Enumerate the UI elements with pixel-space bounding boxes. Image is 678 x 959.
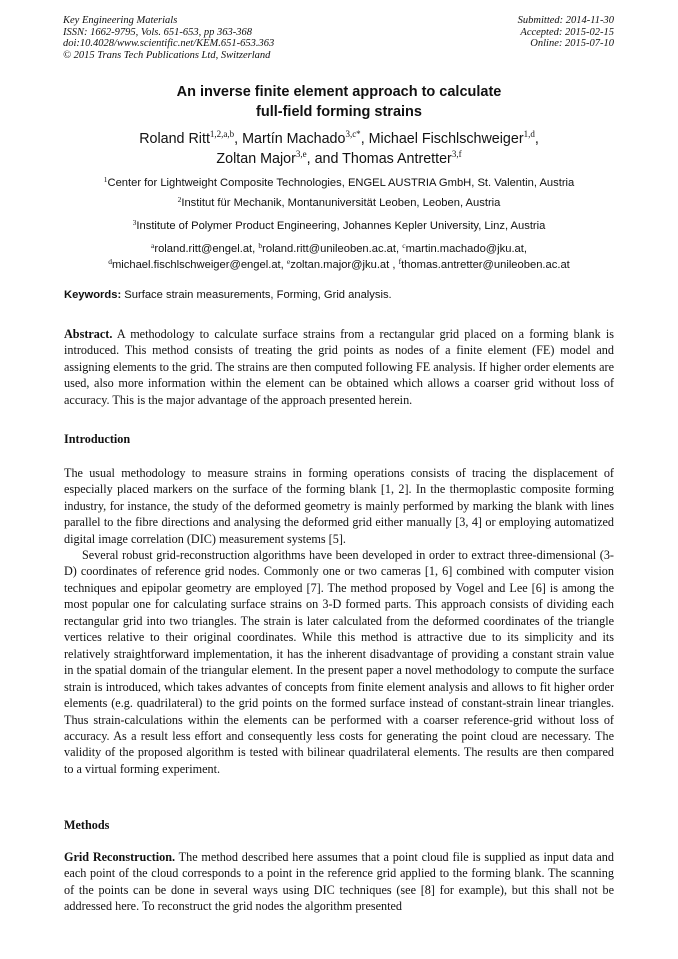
affiliation-1 xyxy=(60,176,618,190)
paragraph-text xyxy=(64,849,614,915)
email-mark: a xyxy=(151,241,155,250)
affiliation-text: Institut für Mechanik, Montanuniversität Leoben, Leoben, Austria xyxy=(181,197,501,209)
author-name: Roland Ritt xyxy=(139,131,210,147)
journal-copyright: © 2015 Trans Tech Publications Ltd, Switzerland xyxy=(63,49,271,61)
methods-paragraph-1 xyxy=(64,849,614,915)
keywords-text: Surface strain measurements, Forming, Grid analysis. xyxy=(121,289,392,301)
author-emails xyxy=(60,242,618,273)
author-name: Thomas Antretter xyxy=(342,151,452,167)
subsection-runin-heading: Grid Reconstruction. xyxy=(64,850,176,864)
section-heading-methods: Methods xyxy=(64,818,110,832)
section-heading-introduction: Introduction xyxy=(64,432,131,446)
author-line-1 xyxy=(60,129,618,149)
email-mark: f xyxy=(398,256,402,266)
author-line-2 xyxy=(60,149,618,169)
email-line-1 xyxy=(60,242,618,258)
author-affiliation-mark: 3,e xyxy=(295,149,307,159)
paragraph-text: The usual methodology to measure strains in forming operations consists of tracing the displacement of especially placed markers on the surface of the forming blank [1, 2]. In the thermoplastic composite forming industry, for instance, the study of the deformed geometry is mainly performed by marking the blank with lines parallel to the fibre directions and analysing the deformed grid either manually [3, 4] or employing automatized digital image correlation (DIC) measurement systems [5]. xyxy=(64,466,614,546)
methods-text: The method described here assumes that a point cloud file is supplied as input data and each point of the cloud corresponds to a point in the reference grid applied to the forming blank. The scanning of the points can be done in several ways using DIC techniques (see [8] for example), but this shall not be addressed here. To reconstruct the grid nodes the algorithm presented xyxy=(64,850,614,914)
email-mark: d xyxy=(108,256,112,266)
affiliation-mark: 3 xyxy=(132,218,137,227)
email-link[interactable]: zoltan.major@jku.at , xyxy=(290,258,399,271)
author-affiliation-mark: 1,d xyxy=(523,129,535,139)
affiliation-2 xyxy=(60,196,618,210)
email-mark: c xyxy=(402,241,406,250)
journal-issn: ISSN: 1662-9795, Vols. 651-653, pp 363-368 xyxy=(63,26,252,38)
journal-doi: doi:10.4028/www.scientific.net/KEM.651-653.363 xyxy=(63,38,275,50)
email-link[interactable]: roland.ritt@engel.at, xyxy=(154,243,259,255)
author-name: Zoltan Major xyxy=(216,151,296,167)
author-separator: , xyxy=(234,131,243,147)
keywords xyxy=(64,289,392,301)
journal-name: Key Engineering Materials xyxy=(63,15,178,26)
author-list xyxy=(60,129,618,169)
abstract-paragraph xyxy=(64,326,614,408)
email-link[interactable]: thomas.antretter@unileoben.ac.at xyxy=(401,258,570,271)
affiliation-text: Center for Lightweight Composite Technologies, ENGEL AUSTRIA GmbH, St. Valentin, Austria xyxy=(107,177,575,189)
abstract-text: A methodology to calculate surface strains from a rectangular grid placed on a forming blank is introduced. This method consists of treating the grid points as nodes of a finite element (FE) model and assigning elements to the grid. The strains are then computed following FE analysis. If higher order elements are used, also more information within the element can be obtained which allows a coarser grid without loss of accuracy. This is the major advantage of the approach presented herein. xyxy=(64,327,614,407)
affiliation-text: Institute of Polymer Product Engineering, Johannes Kepler University, Linz, Austria xyxy=(136,220,546,232)
introduction-paragraph-1 xyxy=(64,465,614,547)
author-separator: , xyxy=(360,131,369,147)
publication-dates xyxy=(518,15,614,50)
email-link[interactable]: michael.fischlschweiger@engel.at, xyxy=(111,258,287,271)
introduction-paragraph-2 xyxy=(64,547,614,777)
abstract xyxy=(64,326,614,408)
online-date: Online: 2015-07-10 xyxy=(530,38,614,50)
author-separator: , and xyxy=(306,151,343,167)
email-line-2 xyxy=(60,258,618,274)
author-affiliation-mark: 3,f xyxy=(451,149,462,159)
author-affiliation-mark: 1,2,a,b xyxy=(209,129,235,139)
author-affiliation-mark: 3,c* xyxy=(345,129,361,139)
title-line-2: full-field forming strains xyxy=(256,104,422,120)
affiliation-mark: 1 xyxy=(103,175,108,184)
paper-title xyxy=(60,82,618,122)
author-name: Michael Fischlschweiger xyxy=(368,131,524,147)
journal-info xyxy=(63,15,274,61)
paragraph-text: Several robust grid-reconstruction algorithms have been developed in order to extract three-dimensional (3-D) coordinates of reference grid nodes. Commonly one or two cameras [1, 6] combined with computer vision techniques and epipolar geometry are employed [7]. The method proposed by Vogel and Lee [6] is among the most popular one for calculating surface strains on 3-D formed parts. This approach consists of dividing each rectangular grid into two triangles. The strain is later calculated from the deformed coordinates of the triangle vertices relative to their original coordinates. While this method is attractive due to its simplicity and its relatively straightforward implementation, it has the inherent disadvantage of providing a constant strain value in the spatial domain of the triangular element. In the present paper a novel methodology to compute the surface strain is introduced, which takes advantes of concepts from finite element analysis and allows to fit higher order elements (e.g. quadrilateral) to the grid points on the formed surface instead of constant-strain linear triangles. Thus strain-calculations within the elements can be performed with a coarser reference-grid without loss of accuracy. As a result less effort and consequently less costs for generating the point cloud are necessary. The validity of the proposed algorithm is tested with bilinear quadrilateral elements. The results are then compared to a virtual forming experiment. xyxy=(64,548,614,776)
accepted-date: Accepted: 2015-02-15 xyxy=(520,26,614,38)
email-mark: b xyxy=(258,241,263,250)
author-separator: , xyxy=(534,131,539,147)
keywords-label: Keywords: xyxy=(64,289,122,301)
email-link[interactable]: martin.machado@jku.at, xyxy=(405,243,527,255)
submitted-date: Submitted: 2014-11-30 xyxy=(517,15,614,26)
abstract-label: Abstract. xyxy=(64,327,113,341)
affiliation-3 xyxy=(60,219,618,233)
email-link[interactable]: roland.ritt@unileoben.ac.at, xyxy=(262,243,403,255)
author-name: Martín Machado xyxy=(242,131,346,147)
title-line-1: An inverse finite element approach to calculate xyxy=(176,84,502,100)
affiliation-mark: 2 xyxy=(177,195,182,204)
email-mark: e xyxy=(286,256,291,266)
